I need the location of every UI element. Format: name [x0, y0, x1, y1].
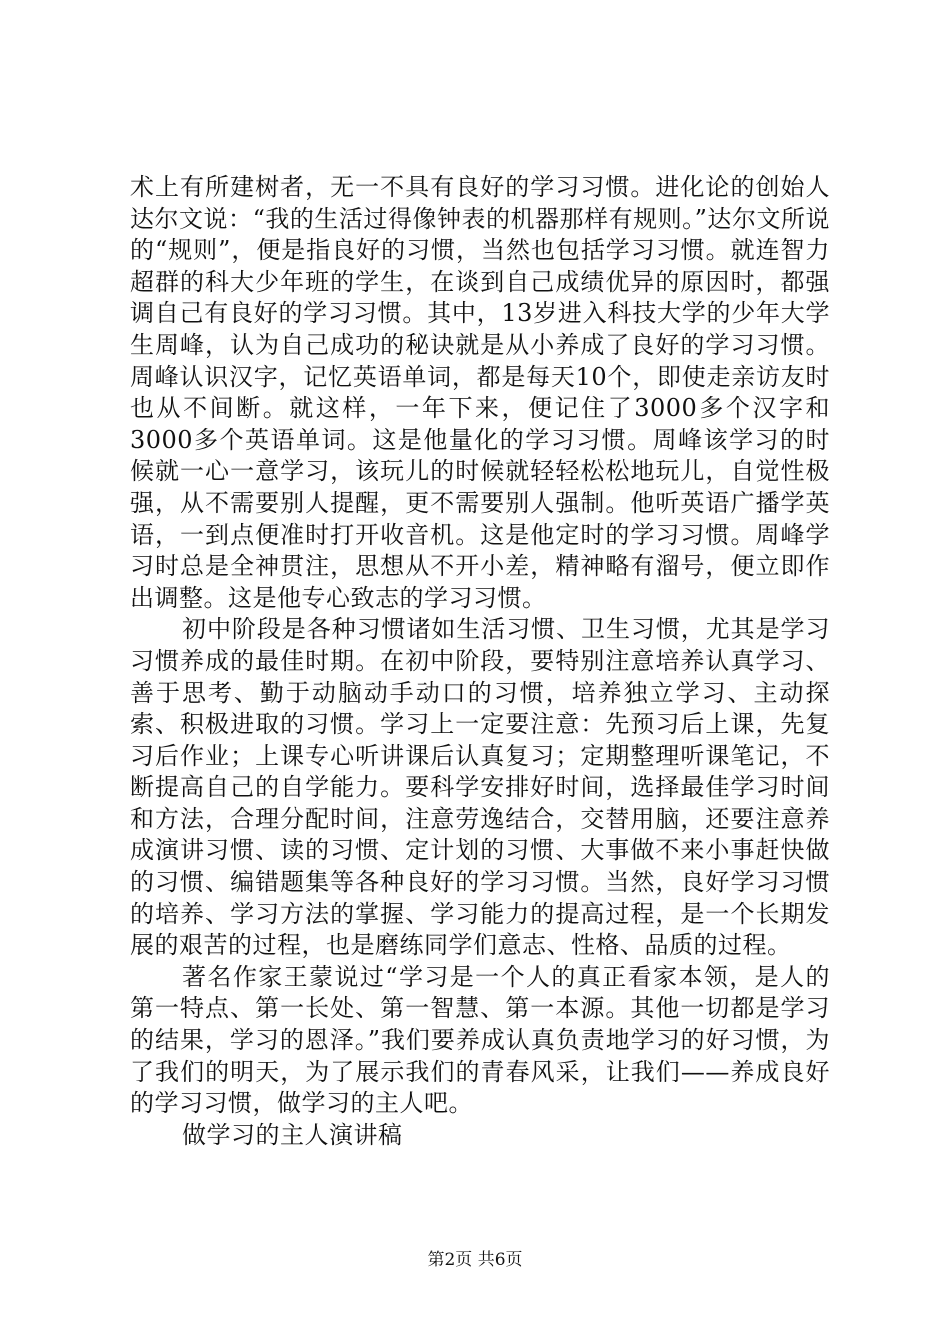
- page-number-footer: 第2页 共6页: [427, 1250, 523, 1270]
- paragraph-continuation: 术上有所建树者，无一不具有良好的学习习惯。进化论的创始人达尔文说：“我的生活过得像钟表的机器那样有规则。”达尔文所说的“规则”，便是指良好的习惯，当然也包括学习习惯。就连智力超群的科大少年班的学生，在谈到自己成绩优异的原因时，都强调自己有良好的学习习惯。其中，13岁进入科技大学的少年大学生周峰，认为自己成功的秘诀就是从小养成了良好的学习习惯。周峰认识汉字，记忆英语单词，都是每天10个，即使走亲访友时也从不间断。就这样，一年下来，便记住了3000多个汉字和3000多个英语单词。这是他量化的学习习惯。周峰该学习的时候就一心一意学习，该玩儿的时候就轻轻松松地玩儿，自觉性极强，从不需要别人提醒，更不需要别人强制。他听英语广播学英语，一到点便准时打开收音机。这是他定时的学习习惯。周峰学习时总是全神贯注，思想从不开小差，精神略有溜号，便立即作出调整。这是他专心致志的学习习惯。: [130, 173, 830, 612]
- paragraph-junior-high: 初中阶段是各种习惯诸如生活习惯、卫生习惯，尤其是学习习惯养成的最佳时期。在初中阶段，要特别注意培养认真学习、善于思考、勤于动脑动手动口的习惯，培养独立学习、主动探索、积极进取的习惯。学习上一定要注意：先预习后上课，先复习后作业；上课专心听讲课后认真复习；定期整理听课笔记，不断提高自己的自学能力。要科学安排好时间，选择最佳学习时间和方法，合理分配时间，注意劳逸结合，交替用脑，还要注意养成演讲习惯、读的习惯、定计划的习惯、大事做不来小事赶快做的习惯、编错题集等各种良好的学习习惯。当然，良好学习习惯的培养、学习方法的掌握、学习能力的提高过程，是一个长期发展的艰苦的过程，也是磨练同学们意志、性格、品质的过程。: [130, 615, 830, 960]
- paragraph-title-line: 做学习的主人演讲稿: [182, 1120, 403, 1149]
- document-body: [130, 172, 830, 1151]
- paragraph-wang-meng-quote: 著名作家王蒙说过“学习是一个人的真正看家本领，是人的第一特点、第一长处、第一智慧、第一本源。其他一切都是学习的结果，学习的恩泽。”我们要养成认真负责地学习的好习惯，为了我们的明天，为了展示我们的青春风采，让我们——养成良好的学习习惯，做学习的主人吧。: [130, 962, 830, 1118]
